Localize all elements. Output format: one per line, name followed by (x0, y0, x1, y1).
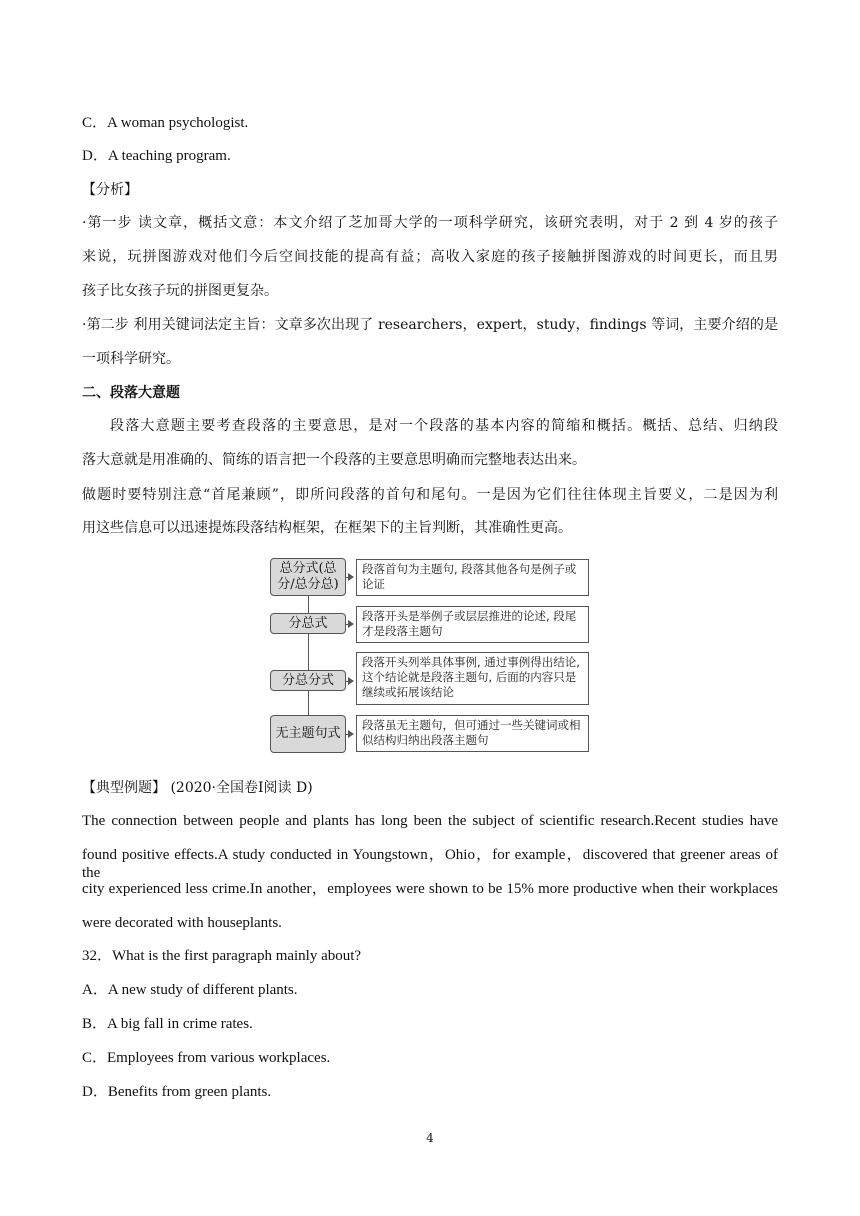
para2-line2: 用这些信息可以迅速提炼段落结构框架，在框架下的主旨判断，其准确性更高。 (82, 520, 572, 536)
section-title: 二、段落大意题 (82, 385, 180, 401)
passage-line2: found positive effects.A study conducted in Youngstown，Ohio，for example，discovered that greener areas of the (82, 847, 778, 881)
desc-box-4: 段落虽无主题句，但可通过一些关键词或相似结构归纳出段落主题句 (356, 715, 589, 752)
para2-line1: 做题时要特别注意“首尾兼顾”，即所问段落的首句和尾句。一是因为它们往往体现主旨要义，二是因为利 (82, 487, 778, 503)
step1-line2: 来说，玩拼图游戏对他们今后空间技能的提高有益；高收入家庭的孩子接触拼图游戏的时间更长，而且男 (82, 249, 778, 265)
diagram-connector (308, 576, 309, 716)
option-c-previous: C．A woman psychologist. (82, 115, 249, 131)
paragraph-structure-diagram (268, 556, 592, 756)
arrow-icon (348, 620, 354, 628)
analysis-heading: 【分析】 (82, 182, 138, 198)
para1-line2: 落大意就是用准确的、简练的语言把一个段落的主要意思明确而完整地表达出来。 (82, 452, 586, 468)
passage-line1: The connection between people and plants has long been the subject of scientific research.Recent studies have (82, 813, 778, 829)
type-box-4: 无主题句式 (270, 715, 346, 753)
question-32: 32．What is the first paragraph mainly about? (82, 948, 362, 964)
type-box-1: 总分式(总分/总分总) (270, 558, 346, 596)
step1-line1: ·第一步 读文章，概括文意：本文介绍了芝加哥大学的一项科学研究，该研究表明，对于 2 到 4 岁的孩子 (82, 215, 778, 231)
passage-line4: were decorated with houseplants. (82, 915, 282, 931)
example-heading: 【典型例题】 (2020·全国卷Ⅰ阅读 D) (82, 780, 313, 796)
passage-line3: city experienced less crime.In another，employees were shown to be 15% more productive when their workplaces (82, 881, 778, 897)
para1-line1: 段落大意题主要考查段落的主要意思，是对一个段落的基本内容的简缩和概括。概括、总结、归纳段 (110, 418, 778, 434)
arrow-icon (348, 730, 354, 738)
option-b: B．A big fall in crime rates. (82, 1016, 253, 1032)
option-d-previous: D．A teaching program. (82, 148, 231, 164)
step1-line3: 孩子比女孩子玩的拼图更复杂。 (82, 283, 278, 299)
option-a: A．A new study of different plants. (82, 982, 298, 998)
step2-line2: 一项科学研究。 (82, 351, 180, 367)
type-box-3: 分总分式 (270, 670, 346, 691)
page-number: 4 (426, 1131, 434, 1145)
arrow-icon (348, 677, 354, 685)
desc-box-1: 段落首句为主题句, 段落其他各句是例子或论证 (356, 559, 589, 596)
type-box-2: 分总式 (270, 613, 346, 634)
desc-box-2: 段落开头是举例子或层层推进的论述, 段尾才是段落主题句 (356, 606, 589, 643)
option-c: C．Employees from various workplaces. (82, 1050, 331, 1066)
arrow-icon (348, 573, 354, 581)
step2-line1: ·第二步 利用关键词法定主旨：文章多次出现了 researchers，expert，study，findings 等词，主要介绍的是 (82, 317, 778, 333)
desc-box-3: 段落开头列举具体事例, 通过事例得出结论, 这个结论就是段落主题句, 后面的内容只是继续或拓展该结论 (356, 652, 589, 705)
option-d: D．Benefits from green plants. (82, 1084, 272, 1100)
